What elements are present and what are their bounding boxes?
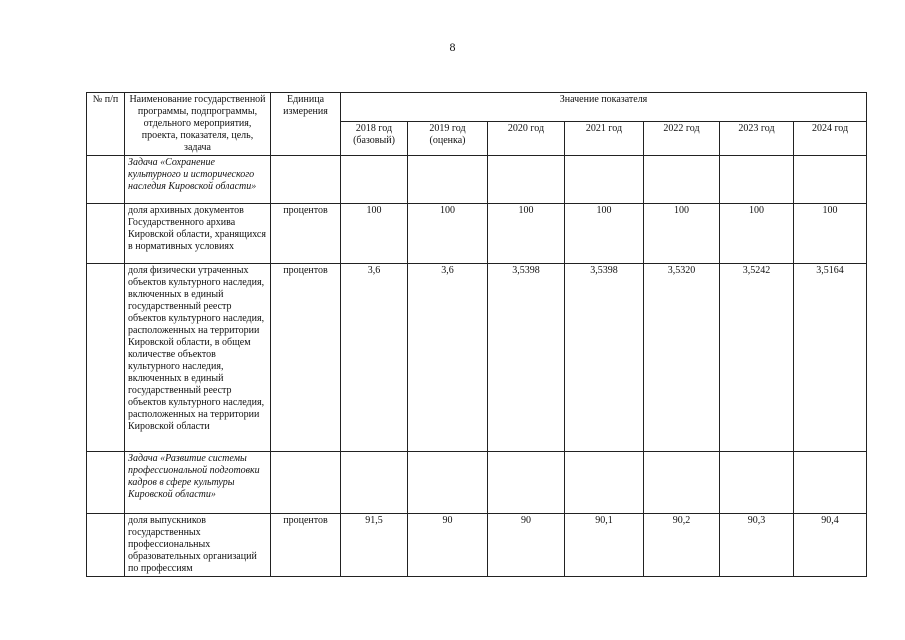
row-value-cell: 90 (408, 514, 488, 577)
row-value-cell (794, 452, 867, 514)
row-value-cell: 100 (644, 204, 720, 264)
table-row (87, 452, 867, 514)
header-year: 2023 год (720, 122, 794, 156)
row-value-cell (565, 156, 644, 204)
row-name-cell: доля выпускников государственных профессиональных образовательных организаций по профессиям (125, 514, 271, 577)
header-name: Наименование государственной программы, подпрограммы, отдельного мероприятия, проекта, показателя, цель, задача (125, 93, 271, 156)
row-num-cell (87, 514, 125, 577)
page-number: 8 (449, 40, 456, 54)
row-value-cell (644, 156, 720, 204)
row-value-cell: 100 (794, 204, 867, 264)
row-unit-cell: процентов (271, 514, 341, 577)
row-value-cell (488, 452, 565, 514)
table-row (87, 514, 867, 577)
row-value-cell: 100 (408, 204, 488, 264)
row-value-cell (408, 452, 488, 514)
row-value-cell: 100 (565, 204, 644, 264)
row-value-cell: 90 (488, 514, 565, 577)
row-value-cell: 90,1 (565, 514, 644, 577)
header-year: 2019 год (оценка) (408, 122, 488, 156)
row-value-cell (341, 452, 408, 514)
row-num-cell (87, 204, 125, 264)
header-year: 2022 год (644, 122, 720, 156)
indicators-table (86, 92, 867, 577)
row-value-cell: 3,5320 (644, 264, 720, 452)
row-value-cell: 3,5164 (794, 264, 867, 452)
table-row (87, 264, 867, 452)
row-value-cell: 100 (341, 204, 408, 264)
row-num-cell (87, 156, 125, 204)
row-value-cell: 3,5398 (565, 264, 644, 452)
header-year: 2021 год (565, 122, 644, 156)
row-unit-cell: процентов (271, 264, 341, 452)
row-value-cell (720, 156, 794, 204)
row-value-cell: 3,5242 (720, 264, 794, 452)
row-unit-cell: процентов (271, 204, 341, 264)
row-value-cell: 3,6 (341, 264, 408, 452)
row-value-cell (565, 452, 644, 514)
row-name-cell: доля физически утраченных объектов культурного наследия, включенных в единый государственный реестр объектов культурного наследия, расположенных на территории Кировской области, в общем количестве объектов культурного наследия, включенных в единый государственный реестр объектов культурного наследия, расположенных на территории Кировской области (125, 264, 271, 452)
header-value-group: Значение показателя (341, 93, 867, 122)
row-name-cell: Задача «Развитие системы профессиональной подготовки кадров в сфере культуры Кировской области» (125, 452, 271, 514)
row-value-cell (408, 156, 488, 204)
row-name-cell: Задача «Сохранение культурного и исторического наследия Кировской области» (125, 156, 271, 204)
row-name-cell: доля архивных документов Государственного архива Кировской области, хранящихся в нормативных условиях (125, 204, 271, 264)
row-value-cell (488, 156, 565, 204)
table-row (87, 204, 867, 264)
header-row-top (87, 93, 867, 122)
row-value-cell: 100 (720, 204, 794, 264)
header-year: 2024 год (794, 122, 867, 156)
row-value-cell: 3,6 (408, 264, 488, 452)
row-unit-cell (271, 156, 341, 204)
table-row (87, 156, 867, 204)
row-value-cell: 91,5 (341, 514, 408, 577)
header-unit: Единица измерения (271, 93, 341, 156)
row-unit-cell (271, 452, 341, 514)
row-value-cell (794, 156, 867, 204)
row-value-cell (644, 452, 720, 514)
row-value-cell (720, 452, 794, 514)
header-year: 2020 год (488, 122, 565, 156)
header-year: 2018 год (базовый) (341, 122, 408, 156)
row-num-cell (87, 264, 125, 452)
row-value-cell: 90,3 (720, 514, 794, 577)
row-value-cell: 90,4 (794, 514, 867, 577)
row-value-cell (341, 156, 408, 204)
header-num: № п/п (87, 93, 125, 156)
row-value-cell: 100 (488, 204, 565, 264)
row-value-cell: 90,2 (644, 514, 720, 577)
row-num-cell (87, 452, 125, 514)
row-value-cell: 3,5398 (488, 264, 565, 452)
